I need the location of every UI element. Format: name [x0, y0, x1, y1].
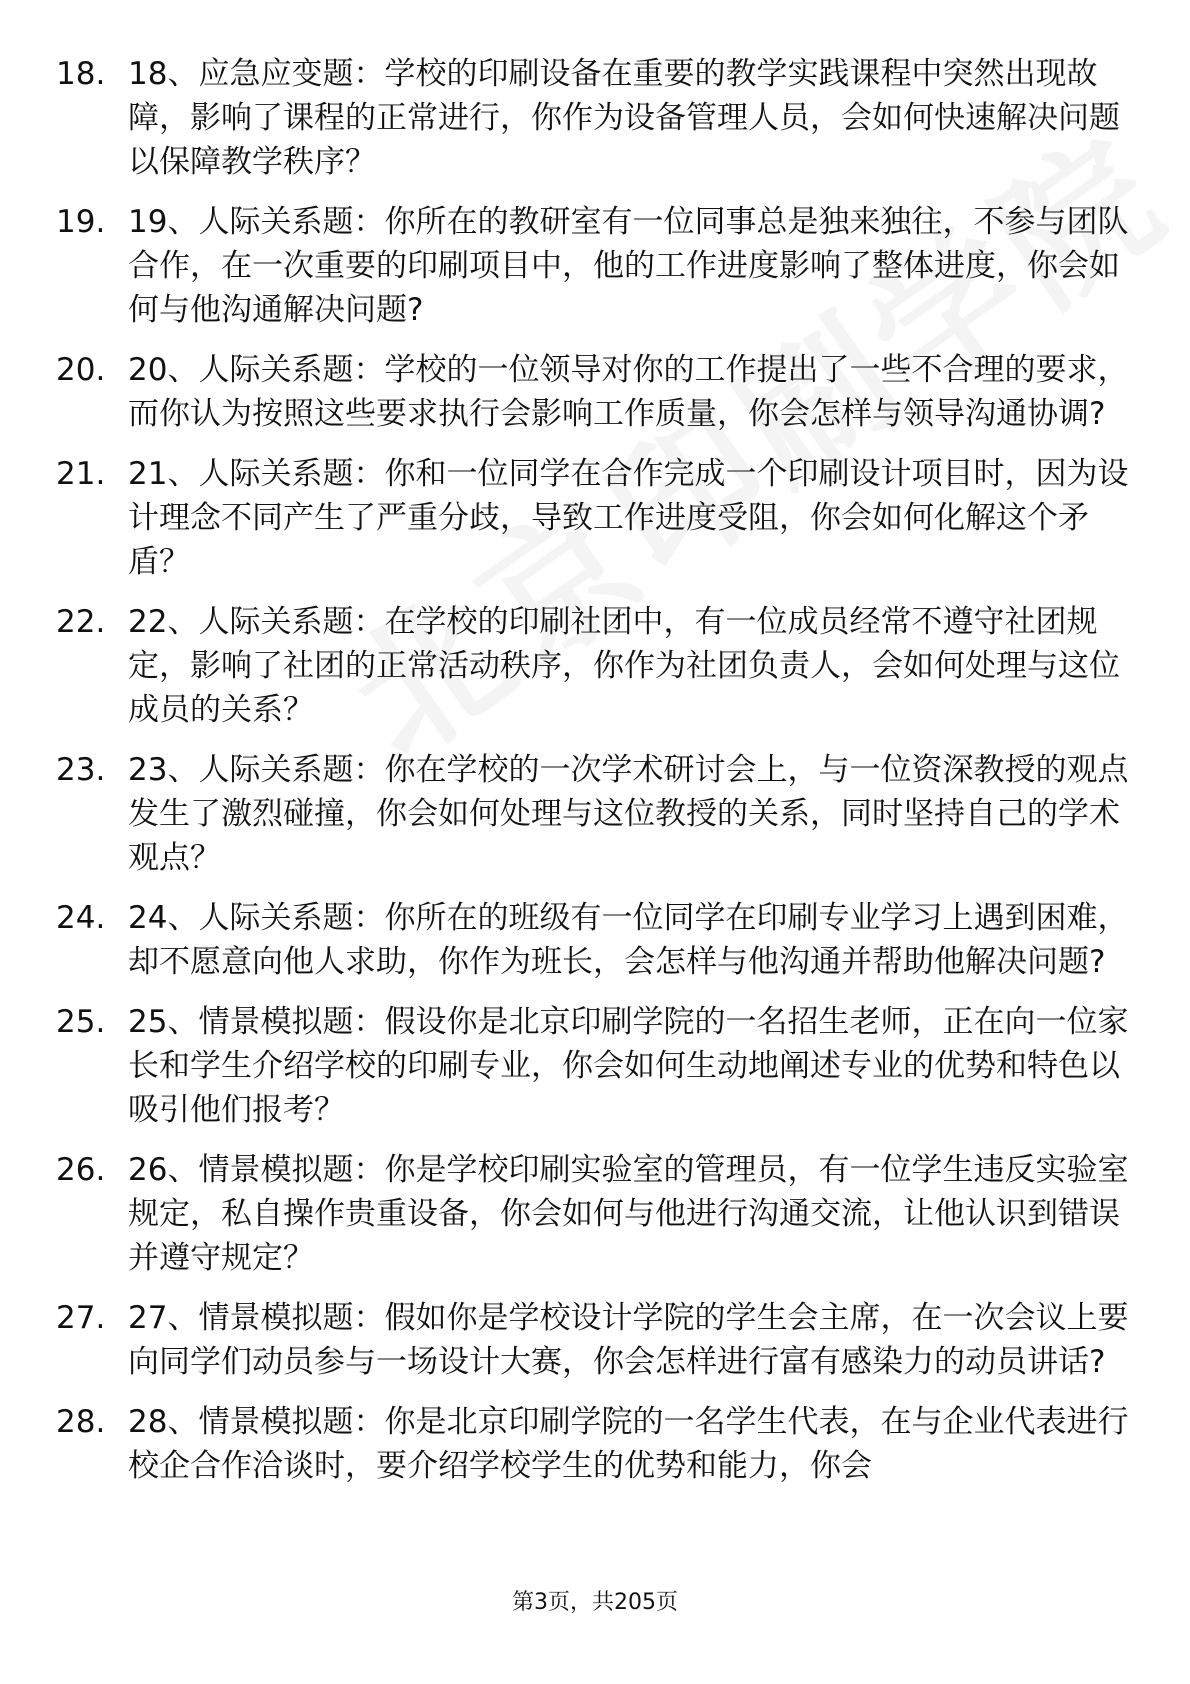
question-item-26 — [56, 1148, 1136, 1280]
question-item-20 — [56, 348, 1136, 436]
question-item-19 — [56, 200, 1136, 332]
page-footer: 第3页，共205页 — [512, 1590, 678, 1615]
question-text: 19、人际关系题：你所在的教研室有一位同事总是独来独往，不参与团队合作，在一次重要的印刷项目中，他的工作进度影响了整体进度，你会如何与他沟通解决问题? — [128, 204, 1129, 328]
question-number: 27. — [56, 1300, 106, 1336]
question-number: 19. — [56, 204, 106, 240]
question-number: 24. — [56, 900, 106, 936]
question-text: 24、人际关系题：你所在的班级有一位同学在印刷专业学习上遇到困难，却不愿意向他人求助，你作为班长，会怎样与他沟通并帮助他解决问题? — [128, 900, 1129, 980]
question-list — [56, 52, 1136, 1504]
question-number: 26. — [56, 1152, 106, 1188]
question-text: 22、人际关系题：在学校的印刷社团中，有一位成员经常不遵守社团规定，影响了社团的正常活动秩序，你作为社团负责人，会如何处理与这位成员的关系？ — [128, 604, 1120, 728]
question-item-25 — [56, 1000, 1136, 1132]
question-item-28 — [56, 1400, 1136, 1488]
question-item-18 — [56, 52, 1136, 184]
question-text: 21、人际关系题：你和一位同学在合作完成一个印刷设计项目时，因为设计理念不同产生了严重分歧，导致工作进度受阻，你会如何化解这个矛盾？ — [128, 456, 1129, 580]
question-text: 20、人际关系题：学校的一位领导对你的工作提出了一些不合理的要求，而你认为按照这些要求执行会影响工作质量，你会怎样与领导沟通协调? — [128, 352, 1129, 432]
question-number: 22. — [56, 604, 106, 640]
question-number: 21. — [56, 456, 106, 492]
question-text: 18、应急应变题：学校的印刷设备在重要的教学实践课程中突然出现故障，影响了课程的正常进行，你作为设备管理人员，会如何快速解决问题以保障教学秩序？ — [128, 56, 1120, 180]
question-text: 27、情景模拟题：假如你是学校设计学院的学生会主席，在一次会议上要向同学们动员参与一场设计大赛，你会怎样进行富有感染力的动员讲话? — [128, 1300, 1129, 1380]
question-text: 25、情景模拟题：假设你是北京印刷学院的一名招生老师，正在向一位家长和学生介绍学校的印刷专业，你会如何生动地阐述专业的优势和特色以吸引他们报考？ — [128, 1004, 1129, 1128]
question-item-22 — [56, 600, 1136, 732]
question-number: 23. — [56, 752, 106, 788]
question-item-24 — [56, 896, 1136, 984]
question-text: 23、人际关系题：你在学校的一次学术研讨会上，与一位资深教授的观点发生了激烈碰撞，你会如何处理与这位教授的关系，同时坚持自己的学术观点？ — [128, 752, 1129, 876]
question-number: 25. — [56, 1004, 106, 1040]
question-number: 18. — [56, 56, 106, 92]
question-number: 20. — [56, 352, 106, 388]
question-number: 28. — [56, 1404, 106, 1440]
question-item-21 — [56, 452, 1136, 584]
question-item-23 — [56, 748, 1136, 880]
question-text: 26、情景模拟题：你是学校印刷实验室的管理员，有一位学生违反实验室规定，私自操作贵重设备，你会如何与他进行沟通交流，让他认识到错误并遵守规定？ — [128, 1152, 1129, 1276]
question-item-27 — [56, 1296, 1136, 1384]
question-text: 28、情景模拟题：你是北京印刷学院的一名学生代表，在与企业代表进行校企合作洽谈时，要介绍学校学生的优势和能力，你会 — [128, 1404, 1129, 1484]
